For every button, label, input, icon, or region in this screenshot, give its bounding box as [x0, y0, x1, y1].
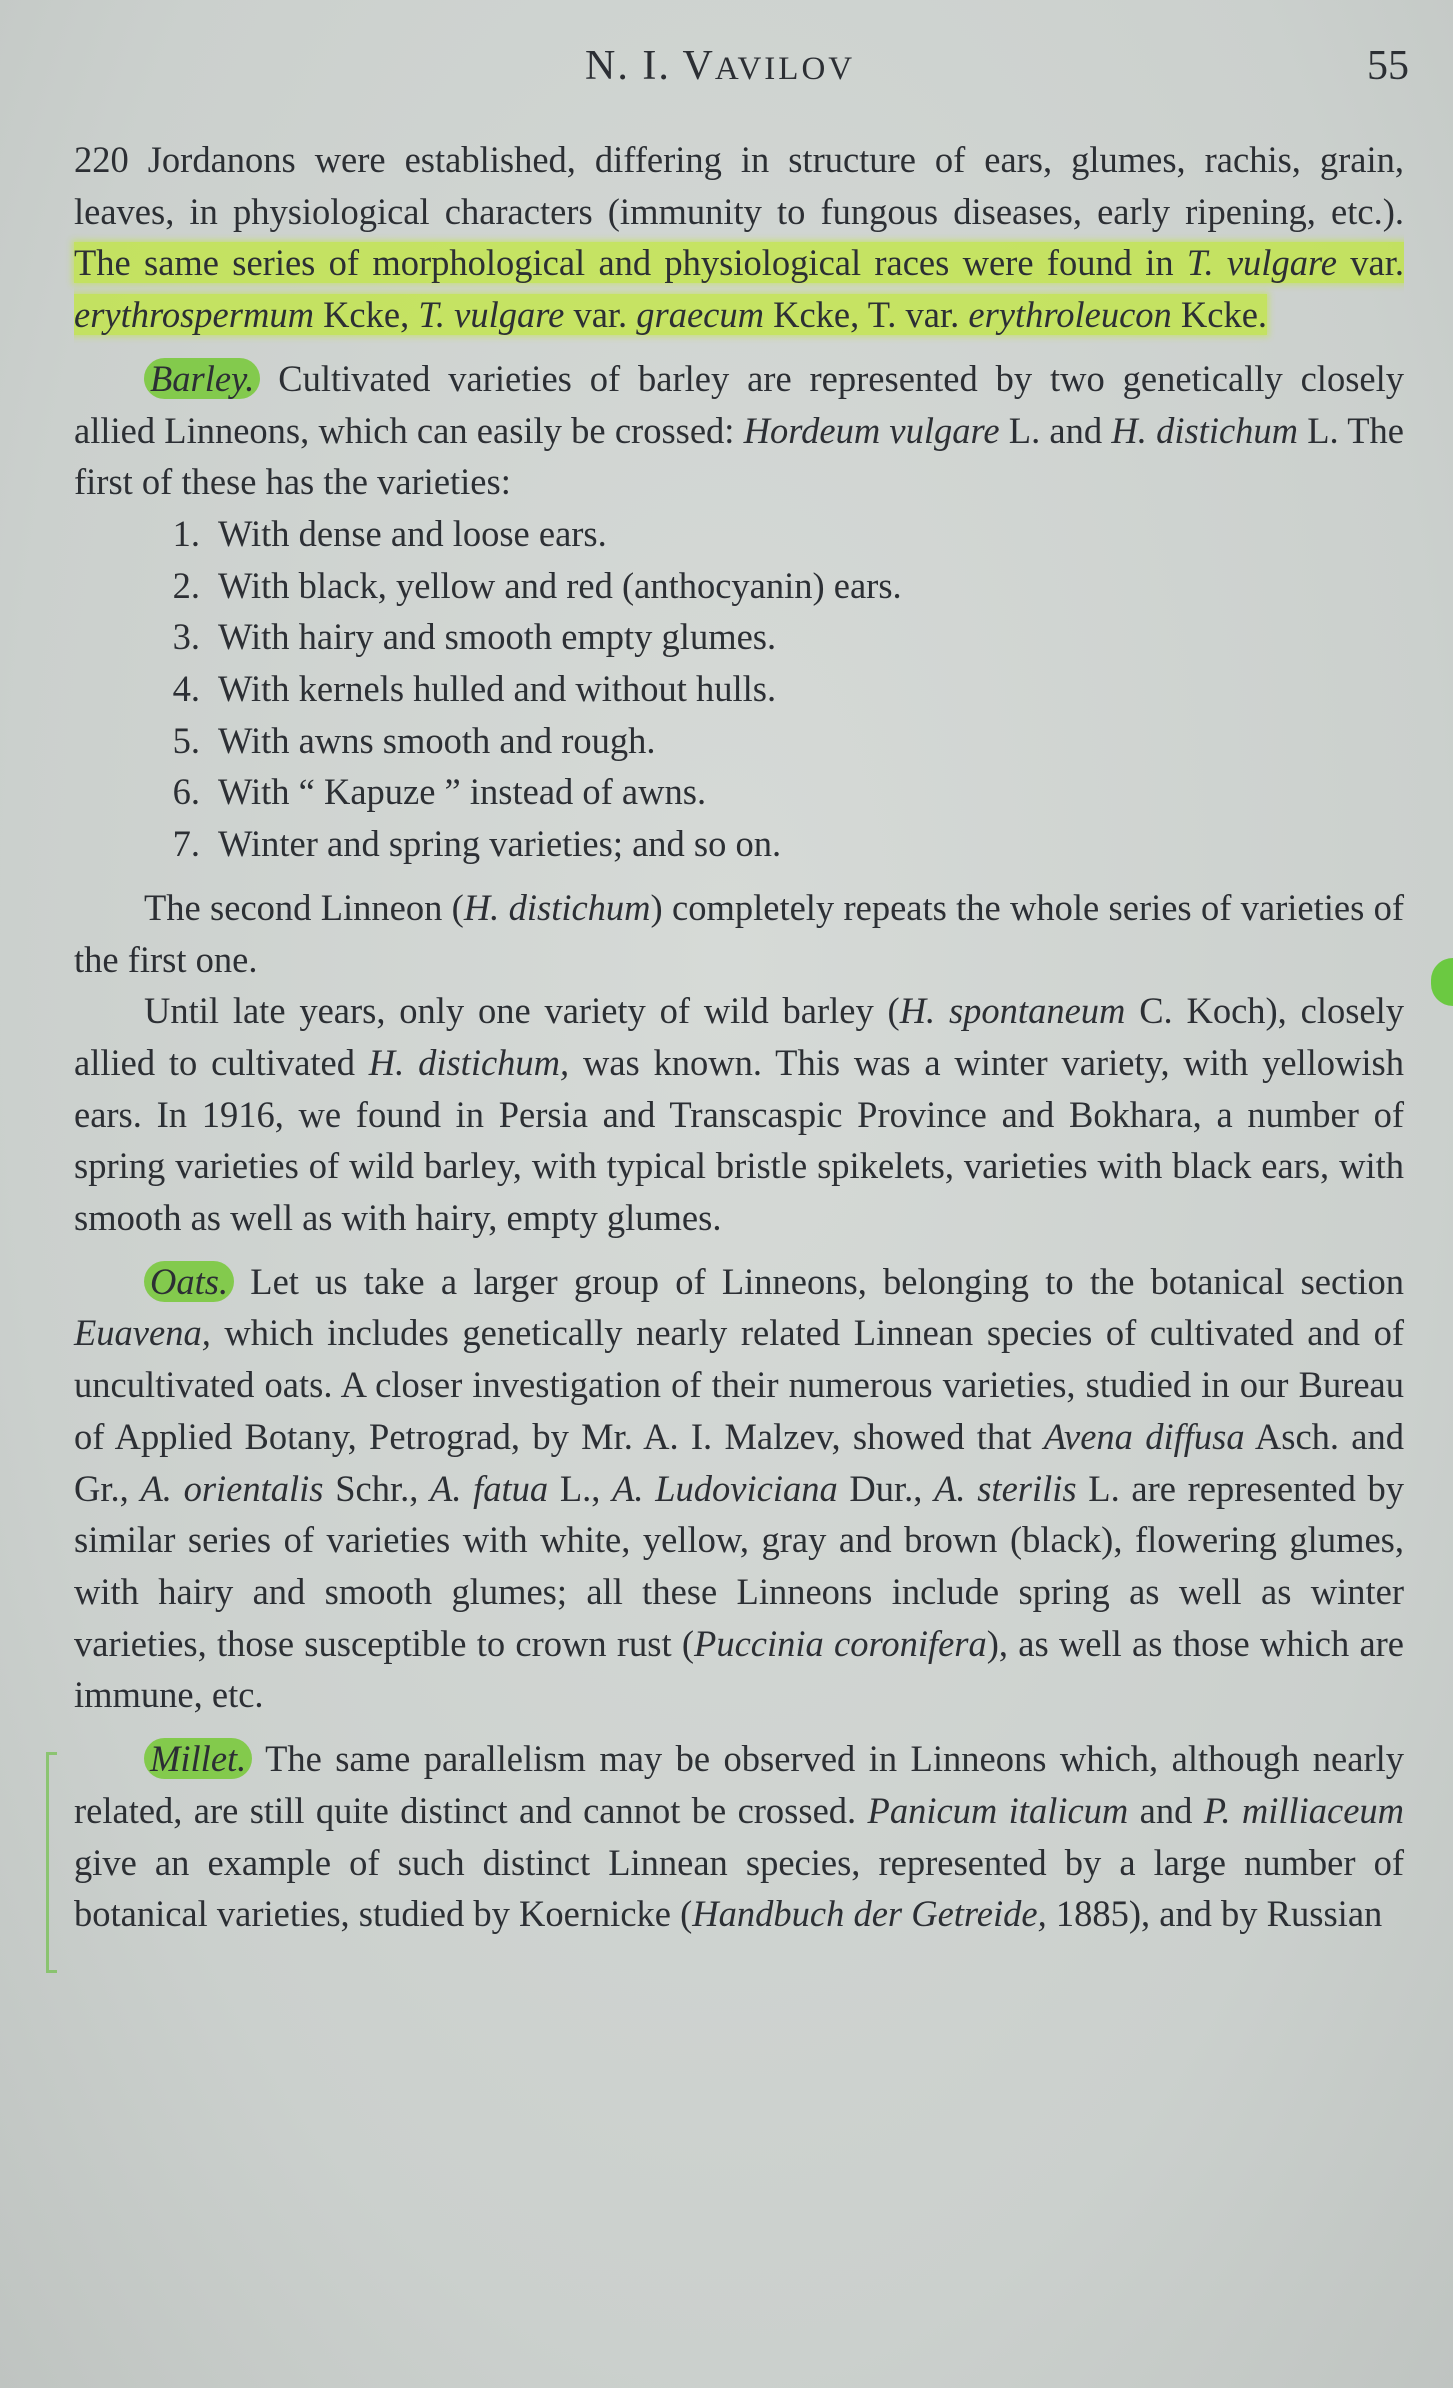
list-item-number: 1.: [172, 512, 200, 554]
text-span: The same series of morphological and physiological races were found in: [74, 242, 1187, 284]
species-name: A. orientalis: [140, 1467, 324, 1509]
species-name: H. spontaneum: [899, 990, 1126, 1032]
list-item-text: With hairy and smooth empty glumes.: [218, 616, 777, 658]
text-span: Kcke,: [313, 294, 419, 336]
list-item-number: 4.: [172, 668, 200, 710]
margin-bracket-mark: [46, 1752, 57, 1973]
run-in-heading-barley: Barley.: [144, 358, 260, 399]
paragraph-barley: [74, 353, 1404, 508]
text-span: 1885), and by Russian: [1046, 1893, 1383, 1935]
list-item: [142, 766, 1404, 818]
text-span: C. Koch), closely allied to cultivated: [74, 990, 1405, 1083]
species-name: H. distichum: [1111, 409, 1299, 451]
text-span: L. are represented by similar series of varieties with white, yellow, gray and brown (black), flowering glumes, with hairy and smooth glumes; all these Linneons include spring as well as winter varieties, those susceptible to crown rust (: [74, 1467, 1405, 1664]
text-span: Until late years, only one variety of wild barley (: [144, 990, 900, 1032]
list-item-number: 7.: [172, 823, 200, 865]
list-item-number: 2.: [172, 564, 200, 606]
list-item: [142, 560, 1404, 612]
text-span: which includes genetically nearly related Linnean species of cultivated and of uncultivated oats. A closer investigation of their numerous varieties, studied in our Bureau of Applied Botany, Petrograd, by Mr. A. I. Malzev, showed that: [74, 1312, 1404, 1457]
list-item-text: With black, yellow and red (anthocyanin) ears.: [218, 564, 902, 606]
text-span: The same parallelism may be observed in Linneons which, although nearly related, are still quite distinct and cannot be crossed.: [74, 1738, 1404, 1831]
species-name: Puccinia coronifera: [694, 1622, 987, 1664]
text-span: and: [1128, 1789, 1204, 1831]
text-span: L. The first of these has the varieties:: [74, 409, 1404, 503]
list-item: [142, 508, 1404, 560]
list-item-number: 6.: [172, 771, 200, 813]
text-span: was known. This was a winter variety, with yellowish ears. In 1916, we found in Persia and Transcaspic Province and Bokhara, a number of spring varieties of wild barley, with typical bristle spikelets, varieties with black ears, with smooth as well as with hairy, empty glumes.: [74, 1041, 1405, 1239]
species-name: Hordeum vulgare: [743, 409, 1000, 451]
running-title-text: N. I. VAVILOV: [585, 43, 856, 89]
text-span: Schr.,: [323, 1467, 431, 1509]
paragraph-millet: [74, 1733, 1404, 1940]
list-item-text: With dense and loose ears.: [218, 512, 607, 554]
page-number: 55: [1367, 43, 1409, 89]
species-name: H. distichum: [463, 886, 651, 928]
list-item-text: With awns smooth and rough.: [218, 719, 656, 761]
text-span: var.: [564, 294, 637, 336]
list-item: [142, 715, 1404, 767]
species-name: H. distichum,: [368, 1041, 570, 1083]
text-span: 220 Jordanons were established, differing in structure of ears, glumes, rachis, grain, leaves, in physiological characters (immunity to fungous diseases, early ripening, etc.).: [74, 139, 1404, 232]
paragraph-gap: [74, 870, 1404, 882]
paragraph-jordanons: [74, 134, 1404, 341]
text-span: Kcke.: [1171, 294, 1268, 336]
running-title: [585, 42, 855, 90]
species-name: A. fatua: [430, 1467, 549, 1509]
book-title: Handbuch der Getreide,: [692, 1893, 1047, 1935]
species-name: A. Ludoviciana: [612, 1467, 838, 1509]
paragraph-wild-barley: [74, 985, 1404, 1244]
text-span: The second Linneon (: [144, 886, 464, 928]
text-span: L.,: [548, 1467, 613, 1509]
run-in-heading-millet: Millet.: [144, 1738, 252, 1779]
list-item-text: With “ Kapuze ” instead of awns.: [218, 771, 707, 813]
list-item: [142, 611, 1404, 663]
paragraph-gap: [74, 1721, 1404, 1733]
barley-varieties-list: [74, 508, 1404, 870]
list-item-number: 3.: [172, 616, 200, 658]
section-name: Euavena,: [74, 1312, 211, 1354]
text-span: L. and: [999, 409, 1112, 451]
text-span: Dur.,: [837, 1467, 935, 1509]
species-name: T. vulgare: [1186, 242, 1338, 284]
paragraph-second-linneon: [74, 882, 1404, 985]
text-span: var.: [1337, 242, 1405, 284]
list-item-number: 5.: [172, 719, 200, 761]
text-span: give an example of such distinct Linnean species, represented by a large number of botanical varieties, studied by Koernicke (: [74, 1841, 1404, 1935]
variety-name: erythrospermum: [74, 294, 314, 336]
species-name: T. vulgare: [418, 294, 565, 336]
species-name: Avena diffusa: [1043, 1415, 1245, 1457]
species-name: Panicum italicum: [867, 1789, 1129, 1831]
text-span: ) completely repeats the whole series of varieties of the first one.: [74, 886, 1404, 980]
list-item: [142, 818, 1404, 870]
text-span: ), as well as those which are immune, etc.: [74, 1622, 1405, 1716]
margin-highlight-mark: [1431, 958, 1453, 1006]
paragraph-gap: [74, 1244, 1404, 1256]
variety-name: erythroleucon: [968, 294, 1172, 336]
text-span: Let us take a larger group of Linneons, belonging to the botanical section: [234, 1260, 1404, 1302]
species-name: A. sterilis: [934, 1467, 1077, 1509]
species-name: P. milliaceum: [1203, 1789, 1405, 1831]
paragraph-oats: [74, 1256, 1404, 1721]
text-span: Kcke, T. var.: [764, 294, 969, 336]
highlighted-passage: [74, 242, 1404, 335]
list-item: [142, 663, 1404, 715]
run-in-heading-oats: Oats.: [144, 1261, 234, 1302]
text-span: Asch. and Gr.,: [74, 1415, 1405, 1509]
variety-name: graecum: [636, 294, 764, 336]
paragraph-gap: [74, 341, 1404, 353]
body-text: [74, 134, 1404, 1940]
list-item-text: With kernels hulled and without hulls.: [218, 668, 777, 710]
text-span: Cultivated varieties of barley are represented by two genetically closely allied Linneons, which can easily be crossed:: [74, 357, 1404, 451]
list-item-text: Winter and spring varieties; and so on.: [218, 823, 782, 865]
page-header: [0, 42, 1453, 102]
